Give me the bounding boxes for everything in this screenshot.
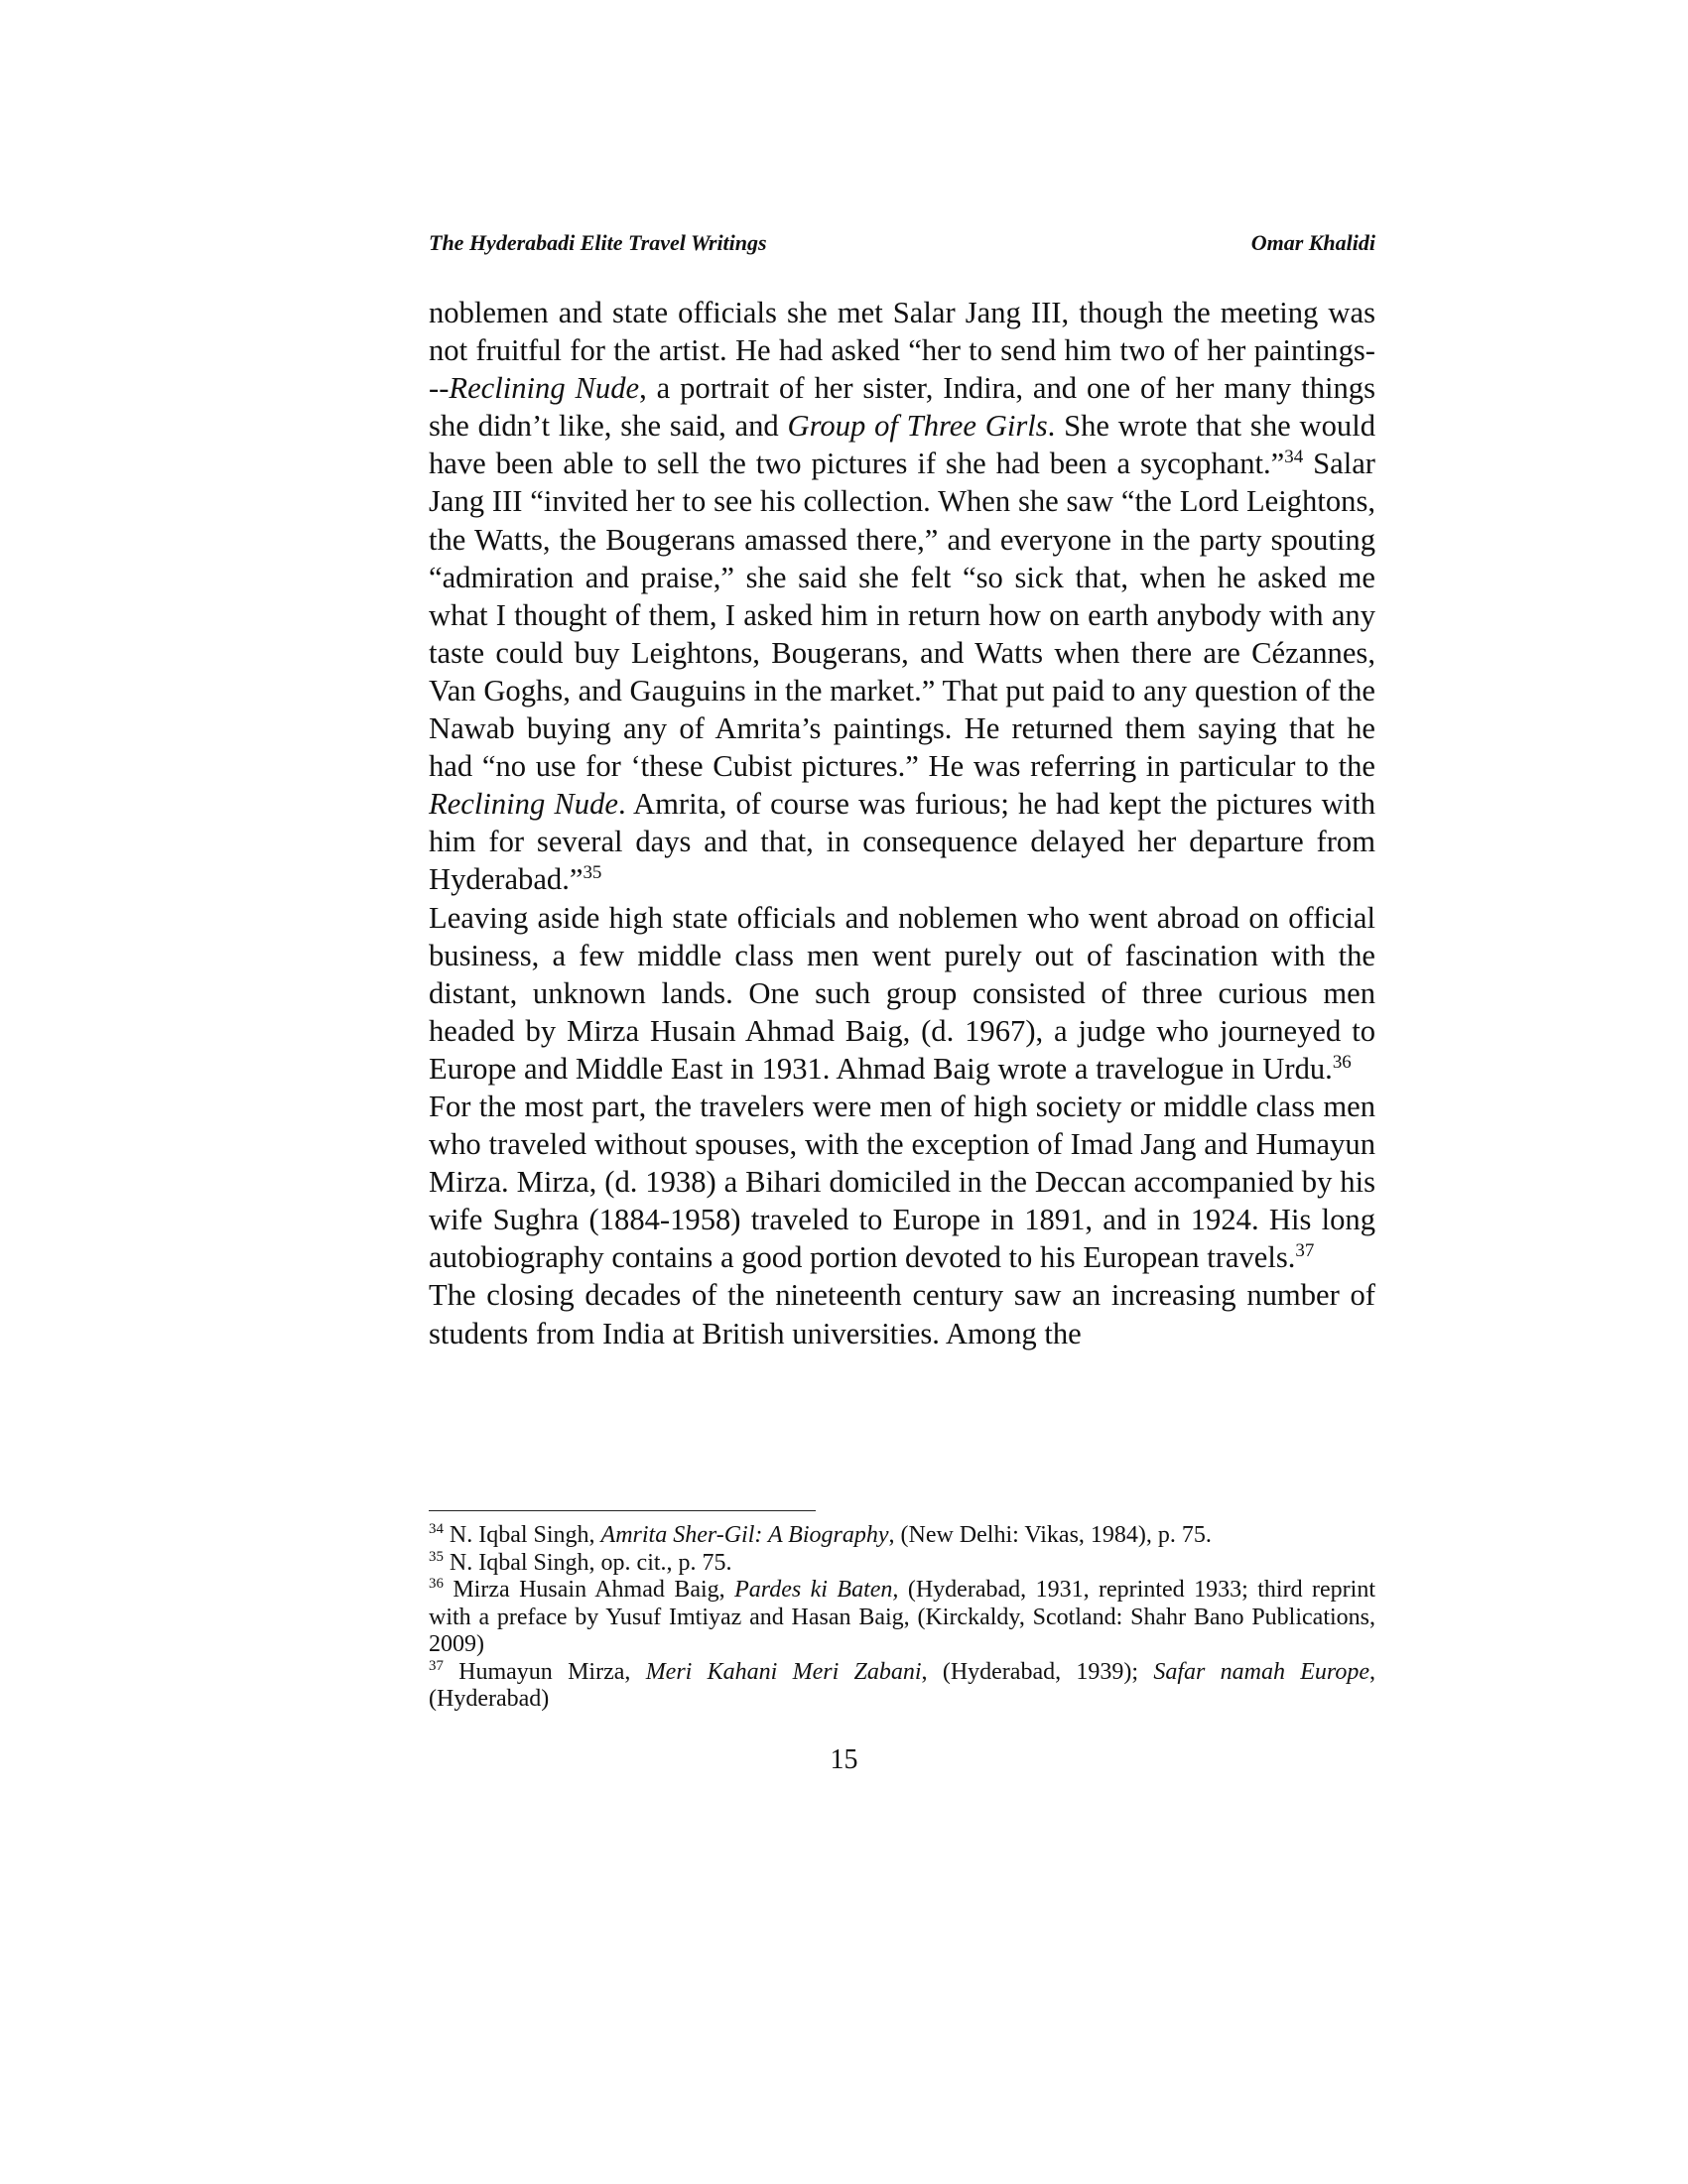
footnote-separator	[429, 1510, 816, 1511]
italic-title: Amrita Sher-Gil: A Biography	[600, 1522, 889, 1548]
footnote-reference: 34	[1284, 447, 1304, 468]
footnote-reference: 37	[429, 1657, 444, 1674]
page-number: 15	[830, 1744, 858, 1775]
italic-title: Group of Three Girls	[787, 409, 1048, 444]
text-run: Salar Jang III “invited her to see his collection. When she saw “the Lord Leightons, the Watts, the Bougerans amassed there,” and everyone in the party spouting “admiration and praise,” she said she felt “so sick that, when he asked me what I thought of them, I asked him in return how on earth anybody with any taste could buy Leightons, Bougerans, and Watts when there are Cézannes, Van Goghs, and Gauguins in the market.” That put paid to any question of the Nawab buying any of Amrita’s paintings. He returned them saying that he had “no use for ‘these Cubist pictures.” He was referring in particular to the	[429, 447, 1375, 784]
italic-title: Safar namah Europe	[1153, 1658, 1370, 1685]
text-run: noblemen and state officials she met Salar Jang III, though the meeting was not fruitful for the artist. He had asked “her to send him two of her paintings---	[429, 296, 1375, 406]
body-paragraph	[429, 899, 1375, 1088]
text-run: . She wrote that she would have been able to sell the two pictures if she had been a sycophant.”	[429, 409, 1375, 481]
italic-title: Reclining Nude	[449, 371, 640, 406]
italic-title: Reclining Nude	[429, 787, 618, 822]
text-run: Leaving aside high state officials and noblemen who went abroad on official business, a few middle class men went purely out of fascination with the distant, unknown lands. One such group consisted of three curious men headed by Mirza Husain Ahmad Baig, (d. 1967), a judge who journeyed to Europe and Middle East in 1931. Ahmad Baig wrote a travelogue in Urdu.	[429, 900, 1375, 1086]
footnote-text: N. Iqbal Singh, op. cit., p. 75.	[443, 1549, 732, 1576]
text-run: For the most part, the travelers were men of high society or middle class men who traveled without spouses, with the exception of Imad Jang and Humayun Mirza. Mirza, (d. 1938) a Bihari domiciled in the Deccan accompanied by his wife Sughra (1884-1958) traveled to Europe in 1891, and in 1924. His long autobiography contains a good portion devoted to his European travels.	[429, 1089, 1375, 1275]
text-run: , a portrait of her sister, Indira, and one of her many things she didn’t like, she said, and	[429, 371, 1376, 444]
footnote-text: , (New Delhi: Vikas, 1984), p. 75.	[888, 1522, 1212, 1548]
footnote-text: Mirza Husain Ahmad Baig,	[443, 1577, 735, 1603]
footnote-reference: 35	[429, 1548, 444, 1565]
text-run: The closing decades of the nineteenth century saw an increasing number of students from India at British universities. Among the	[429, 1278, 1375, 1350]
text-run: . Amrita, of course was furious; he had kept the pictures with him for several days and that, in consequence delayed her departure from Hyderabad.”	[429, 787, 1375, 897]
footnote-reference: 34	[429, 1521, 444, 1537]
italic-title: Pardes ki Baten,	[734, 1577, 899, 1603]
footnote	[429, 1659, 1375, 1714]
footnote-text: Humayun Mirza,	[443, 1658, 646, 1685]
italic-title: Meri Kahani Meri Zabani	[645, 1658, 922, 1685]
footnote-reference: 36	[429, 1576, 444, 1592]
footnote-reference: 37	[1295, 1240, 1315, 1262]
footnote-text: , (Hyderabad, 1939);	[921, 1658, 1154, 1685]
footnote-text: N. Iqbal Singh,	[443, 1522, 601, 1548]
footnote-reference: 35	[583, 862, 602, 884]
footnote	[429, 1522, 1375, 1550]
footnotes	[429, 1522, 1375, 1714]
header-author: Omar Khalidi	[1250, 230, 1375, 255]
footnote	[429, 1577, 1375, 1659]
body-paragraph	[429, 1088, 1375, 1276]
footnote	[429, 1550, 1375, 1578]
footnote-reference: 36	[1332, 1051, 1352, 1073]
header-title: The Hyderabadi Elite Travel Writings	[429, 230, 767, 255]
footnote-text: (Hyderabad, 1931, reprinted 1933; third reprint with a preface by Yusuf Imtiyaz and Hasan Baig, (Kirckaldy, Scotland: Shahr Bano Publications, 2009)	[429, 1577, 1375, 1657]
body-paragraph	[429, 294, 1375, 899]
running-header	[429, 230, 1375, 264]
footnote-text: , (Hyderabad)	[429, 1658, 1376, 1712]
body-paragraph	[429, 1276, 1375, 1351]
body-text	[429, 294, 1375, 1352]
